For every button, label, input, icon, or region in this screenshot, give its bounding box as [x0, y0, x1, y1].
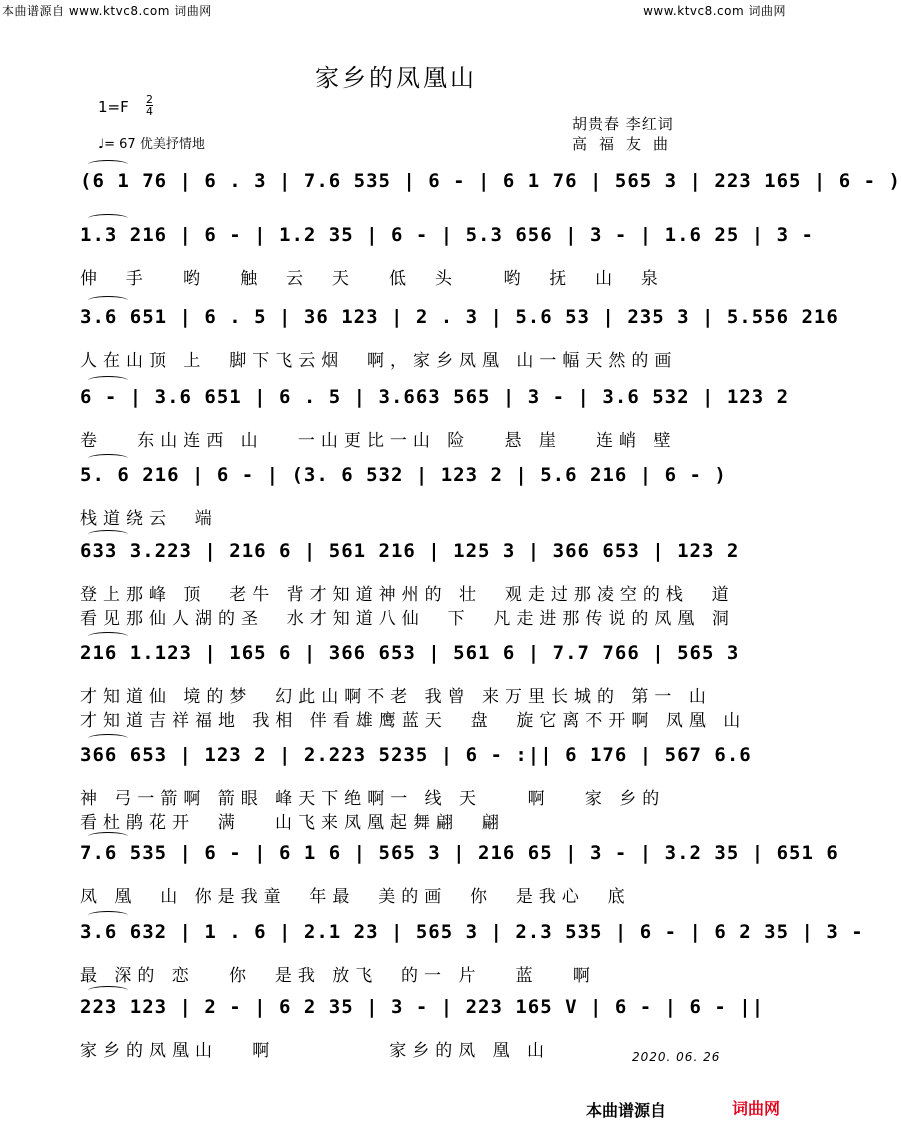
lyric-line-2: 才知道吉祥福地 我相 伴看雄鹰蓝天 盘 旋它离不开啊 凤凰 山 [80, 711, 747, 731]
slur-mark [88, 734, 128, 743]
composer-credit: 高福友曲 [572, 135, 681, 153]
lyric-line-1: 栈道绕云 端 [80, 509, 218, 529]
page-title: 家乡的凤凰山 [315, 64, 477, 92]
notation-row: 366 653 | 123 2 | 2.223 5235 | 6 - :|| 6 176 | 567 6.6 [80, 744, 752, 766]
slur-mark [88, 214, 128, 223]
notation-row: (6 1 76 | 6 . 3 | 7.6 535 | 6 - | 6 1 76 | 565 3 | 223 165 | 6 - ) [80, 170, 901, 192]
lyric-line-1: 家乡的凤凰山 啊 家乡的凤 凰 山 [80, 1041, 551, 1061]
date-stamp: 2020. 06. 26 [632, 1050, 721, 1064]
tempo-marking: ♩= 67 优美抒情地 [98, 137, 205, 152]
notation-row: 633 3.223 | 216 6 | 561 216 | 125 3 | 366 653 | 123 2 [80, 540, 740, 562]
key-signature: 1=F [98, 98, 129, 116]
notation-row: 3.6 632 | 1 . 6 | 2.1 23 | 565 3 | 2.3 535 | 6 - | 6 2 35 | 3 - [80, 921, 864, 943]
notation-row: 223 123 | 2 - | 6 2 35 | 3 - | 223 165 V | 6 - | 6 - || [80, 996, 765, 1018]
header-left: 本曲谱源自 www.ktvc8.com 词曲网 [2, 4, 212, 18]
footer-site-logo: 词曲网 [732, 1099, 781, 1118]
slur-mark [88, 296, 128, 305]
meter-top: 2 [146, 93, 153, 106]
lyric-line-1: 最 深的 恋 你 是我 放飞 的一 片 蓝 啊 [80, 966, 596, 986]
header-right: www.ktvc8.com 词曲网 [643, 4, 786, 18]
lyric-line-1: 人在山顶 上 脚下飞云烟 啊，家乡凤凰 山一幅天然的画 [80, 351, 678, 371]
lyric-line-2: 看杜鹃花开 满 山飞来凤凰起舞翩 翩 [80, 813, 505, 833]
notation-row: 1.3 216 | 6 - | 1.2 35 | 6 - | 5.3 656 | 3 - | 1.6 25 | 3 - [80, 224, 814, 246]
lyric-line-1: 伸 手 哟 触 云 天 低 头 哟 抚 山 泉 [80, 269, 664, 289]
slur-mark [88, 160, 128, 169]
slur-mark [88, 911, 128, 920]
time-signature [146, 94, 153, 117]
slur-mark [88, 832, 128, 841]
slur-mark [88, 376, 128, 385]
slur-mark [88, 986, 128, 995]
lyric-line-2: 看见那仙人湖的圣 水才知道八仙 下 凡走进那传说的凤凰 洞 [80, 609, 735, 629]
notation-row: 7.6 535 | 6 - | 6 1 6 | 565 3 | 216 65 | 3 - | 3.2 35 | 651 6 [80, 842, 839, 864]
lyricist-credit: 胡贵春 李红词 [572, 115, 674, 133]
slur-mark [88, 530, 128, 539]
slur-mark [88, 454, 128, 463]
notation-row: 216 1.123 | 165 6 | 366 653 | 561 6 | 7.7 766 | 565 3 [80, 642, 740, 664]
notation-row: 5. 6 216 | 6 - | (3. 6 532 | 123 2 | 5.6 216 | 6 - ) [80, 464, 727, 486]
slur-mark [88, 632, 128, 641]
meter-bottom: 4 [146, 105, 153, 118]
lyric-line-1: 登上那峰 顶 老牛 背才知道神州的 壮 观走过那凌空的栈 道 [80, 585, 735, 605]
notation-row: 6 - | 3.6 651 | 6 . 5 | 3.663 565 | 3 - | 3.6 532 | 123 2 [80, 386, 790, 408]
lyric-line-1: 才知道仙 境的梦 幻此山啊不老 我曾 来万里长城的 第一 山 [80, 687, 712, 707]
footer-source: 本曲谱源自 [586, 1101, 667, 1120]
lyric-line-1: 神 弓一箭啊 箭眼 峰天下绝啊一 线 天 啊 家 乡的 [80, 789, 666, 809]
notation-row: 3.6 651 | 6 . 5 | 36 123 | 2 . 3 | 5.6 53 | 235 3 | 5.556 216 [80, 306, 839, 328]
lyric-line-1: 凤 凰 山 你是我童 年最 美的画 你 是我心 底 [80, 887, 631, 907]
lyric-line-1: 卷 东山连西 山 一山更比一山 险 悬 崖 连峭 壁 [80, 431, 677, 451]
